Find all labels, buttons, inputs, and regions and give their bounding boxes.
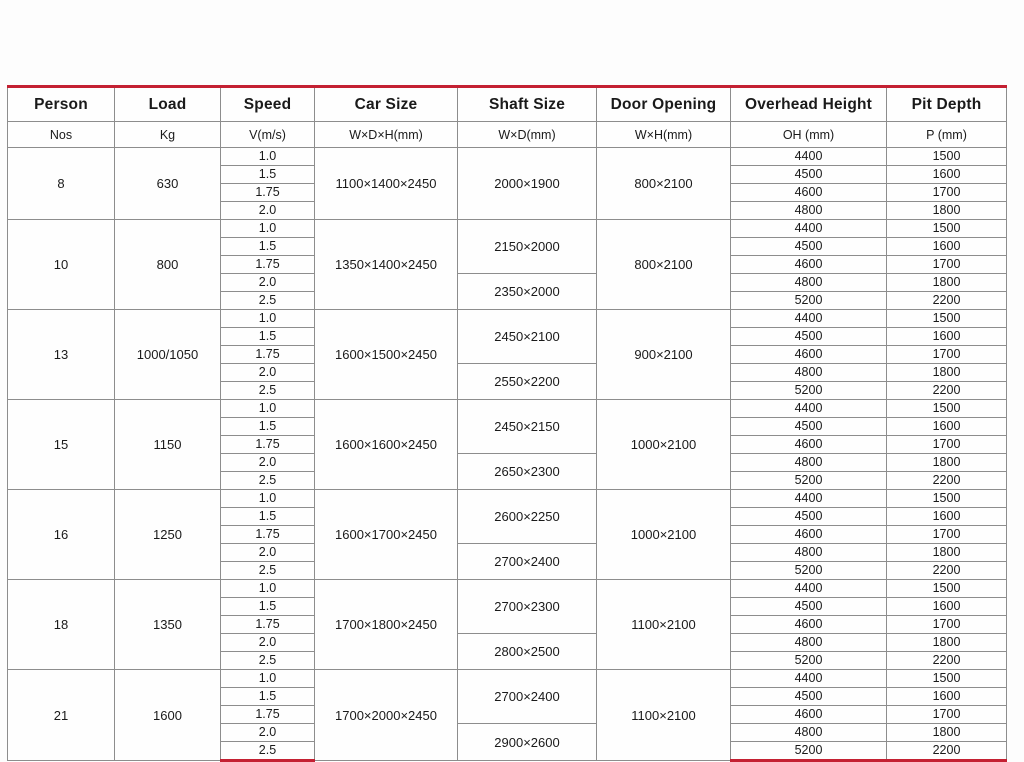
- cell-shaft-size: 2000×1900: [458, 148, 597, 220]
- cell-pit-depth: 1700: [887, 256, 1007, 274]
- cell-overhead-height: 4500: [731, 166, 887, 184]
- cell-overhead-height: 4500: [731, 508, 887, 526]
- cell-door-opening: 1000×2100: [597, 490, 731, 580]
- table-row: [8, 310, 1007, 328]
- cell-overhead-height: 4800: [731, 544, 887, 562]
- cell-speed: 1.5: [221, 598, 315, 616]
- column-unit-shaft-size: W×D(mm): [458, 122, 597, 148]
- table-row: [8, 148, 1007, 166]
- cell-car-size: 1600×1700×2450: [315, 490, 458, 580]
- cell-pit-depth: 1500: [887, 490, 1007, 508]
- cell-speed: 1.0: [221, 310, 315, 328]
- cell-pit-depth: 1600: [887, 238, 1007, 256]
- cell-speed: 1.5: [221, 238, 315, 256]
- cell-door-opening: 1100×2100: [597, 670, 731, 761]
- cell-overhead-height: 5200: [731, 742, 887, 761]
- cell-overhead-height: 4500: [731, 598, 887, 616]
- cell-load: 800: [115, 220, 221, 310]
- cell-speed: 1.5: [221, 328, 315, 346]
- cell-door-opening: 800×2100: [597, 148, 731, 220]
- cell-pit-depth: 1500: [887, 670, 1007, 688]
- cell-pit-depth: 1700: [887, 526, 1007, 544]
- cell-load: 1150: [115, 400, 221, 490]
- cell-pit-depth: 1500: [887, 220, 1007, 238]
- cell-overhead-height: 4800: [731, 202, 887, 220]
- column-header-load: Load: [115, 87, 221, 122]
- cell-speed: 1.75: [221, 616, 315, 634]
- cell-overhead-height: 4800: [731, 724, 887, 742]
- column-header-overhead-height: Overhead Height: [731, 87, 887, 122]
- cell-overhead-height: 5200: [731, 652, 887, 670]
- cell-car-size: 1600×1500×2450: [315, 310, 458, 400]
- cell-speed: 2.0: [221, 634, 315, 652]
- column-unit-overhead-height: OH (mm): [731, 122, 887, 148]
- cell-speed: 1.75: [221, 436, 315, 454]
- cell-load: 630: [115, 148, 221, 220]
- cell-pit-depth: 1700: [887, 436, 1007, 454]
- cell-person: 18: [8, 580, 115, 670]
- header-row-units: [8, 122, 1007, 148]
- table-row: [8, 670, 1007, 688]
- cell-overhead-height: 4600: [731, 706, 887, 724]
- cell-shaft-size: 2450×2150: [458, 400, 597, 454]
- table-row: [8, 220, 1007, 238]
- cell-overhead-height: 4600: [731, 526, 887, 544]
- cell-pit-depth: 1600: [887, 688, 1007, 706]
- cell-load: 1350: [115, 580, 221, 670]
- cell-overhead-height: 4400: [731, 670, 887, 688]
- cell-overhead-height: 4400: [731, 220, 887, 238]
- cell-car-size: 1600×1600×2450: [315, 400, 458, 490]
- cell-door-opening: 1100×2100: [597, 580, 731, 670]
- cell-shaft-size: 2700×2300: [458, 580, 597, 634]
- column-header-person: Person: [8, 87, 115, 122]
- cell-overhead-height: 4600: [731, 184, 887, 202]
- column-header-pit-depth: Pit Depth: [887, 87, 1007, 122]
- cell-overhead-height: 4500: [731, 328, 887, 346]
- cell-speed: 2.5: [221, 472, 315, 490]
- cell-overhead-height: 4600: [731, 436, 887, 454]
- cell-overhead-height: 5200: [731, 382, 887, 400]
- cell-load: 1000/1050: [115, 310, 221, 400]
- header-row-titles: [8, 87, 1007, 122]
- cell-overhead-height: 4500: [731, 238, 887, 256]
- cell-pit-depth: 1800: [887, 544, 1007, 562]
- cell-shaft-size: 2450×2100: [458, 310, 597, 364]
- cell-pit-depth: 1800: [887, 364, 1007, 382]
- cell-speed: 2.0: [221, 202, 315, 220]
- cell-overhead-height: 4400: [731, 148, 887, 166]
- cell-pit-depth: 1800: [887, 454, 1007, 472]
- cell-overhead-height: 4400: [731, 490, 887, 508]
- cell-speed: 1.0: [221, 490, 315, 508]
- cell-person: 10: [8, 220, 115, 310]
- cell-car-size: 1100×1400×2450: [315, 148, 458, 220]
- cell-speed: 1.0: [221, 670, 315, 688]
- cell-overhead-height: 4600: [731, 346, 887, 364]
- cell-speed: 1.75: [221, 706, 315, 724]
- cell-pit-depth: 1600: [887, 328, 1007, 346]
- cell-pit-depth: 2200: [887, 562, 1007, 580]
- cell-pit-depth: 1700: [887, 706, 1007, 724]
- cell-speed: 1.75: [221, 346, 315, 364]
- cell-shaft-size: 2550×2200: [458, 364, 597, 400]
- column-unit-door-opening: W×H(mm): [597, 122, 731, 148]
- cell-speed: 2.5: [221, 562, 315, 580]
- cell-pit-depth: 1500: [887, 310, 1007, 328]
- column-header-shaft-size: Shaft Size: [458, 87, 597, 122]
- cell-speed: 1.0: [221, 148, 315, 166]
- cell-speed: 1.5: [221, 508, 315, 526]
- cell-person: 16: [8, 490, 115, 580]
- cell-pit-depth: 2200: [887, 472, 1007, 490]
- cell-pit-depth: 1500: [887, 400, 1007, 418]
- cell-speed: 2.5: [221, 652, 315, 670]
- cell-car-size: 1700×2000×2450: [315, 670, 458, 761]
- cell-overhead-height: 4800: [731, 454, 887, 472]
- elevator-spec-table-container: [7, 85, 1006, 762]
- table-row: [8, 580, 1007, 598]
- cell-overhead-height: 4400: [731, 580, 887, 598]
- cell-overhead-height: 4400: [731, 310, 887, 328]
- cell-speed: 1.5: [221, 688, 315, 706]
- column-unit-pit-depth: P (mm): [887, 122, 1007, 148]
- cell-shaft-size: 2700×2400: [458, 670, 597, 724]
- cell-overhead-height: 5200: [731, 472, 887, 490]
- cell-door-opening: 1000×2100: [597, 400, 731, 490]
- cell-speed: 1.0: [221, 580, 315, 598]
- cell-speed: 1.5: [221, 166, 315, 184]
- cell-shaft-size: 2600×2250: [458, 490, 597, 544]
- table-row: [8, 490, 1007, 508]
- cell-speed: 2.5: [221, 742, 315, 761]
- cell-person: 21: [8, 670, 115, 761]
- cell-shaft-size: 2650×2300: [458, 454, 597, 490]
- cell-overhead-height: 4800: [731, 364, 887, 382]
- cell-pit-depth: 1600: [887, 598, 1007, 616]
- cell-speed: 1.75: [221, 526, 315, 544]
- column-header-door-opening: Door Opening: [597, 87, 731, 122]
- cell-pit-depth: 1700: [887, 184, 1007, 202]
- column-unit-speed: V(m/s): [221, 122, 315, 148]
- cell-car-size: 1700×1800×2450: [315, 580, 458, 670]
- cell-pit-depth: 1500: [887, 580, 1007, 598]
- cell-pit-depth: 1800: [887, 724, 1007, 742]
- cell-speed: 1.75: [221, 256, 315, 274]
- cell-speed: 2.0: [221, 724, 315, 742]
- cell-shaft-size: 2800×2500: [458, 634, 597, 670]
- cell-shaft-size: 2350×2000: [458, 274, 597, 310]
- cell-person: 8: [8, 148, 115, 220]
- cell-pit-depth: 1600: [887, 418, 1007, 436]
- cell-door-opening: 800×2100: [597, 220, 731, 310]
- table-body: [8, 148, 1007, 761]
- cell-overhead-height: 4800: [731, 274, 887, 292]
- cell-overhead-height: 4800: [731, 634, 887, 652]
- cell-car-size: 1350×1400×2450: [315, 220, 458, 310]
- cell-speed: 2.0: [221, 274, 315, 292]
- cell-speed: 1.75: [221, 184, 315, 202]
- cell-overhead-height: 4500: [731, 418, 887, 436]
- cell-pit-depth: 1800: [887, 274, 1007, 292]
- elevator-spec-table: [7, 85, 1007, 762]
- table-row: [8, 400, 1007, 418]
- cell-speed: 2.5: [221, 382, 315, 400]
- cell-door-opening: 900×2100: [597, 310, 731, 400]
- cell-person: 15: [8, 400, 115, 490]
- cell-speed: 2.5: [221, 292, 315, 310]
- cell-pit-depth: 1800: [887, 202, 1007, 220]
- cell-overhead-height: 5200: [731, 292, 887, 310]
- column-header-car-size: Car Size: [315, 87, 458, 122]
- column-unit-person: Nos: [8, 122, 115, 148]
- cell-overhead-height: 4600: [731, 256, 887, 274]
- cell-pit-depth: 1700: [887, 346, 1007, 364]
- cell-pit-depth: 1800: [887, 634, 1007, 652]
- cell-overhead-height: 5200: [731, 562, 887, 580]
- column-header-speed: Speed: [221, 87, 315, 122]
- cell-pit-depth: 2200: [887, 652, 1007, 670]
- cell-overhead-height: 4500: [731, 688, 887, 706]
- cell-speed: 2.0: [221, 364, 315, 382]
- cell-speed: 2.0: [221, 454, 315, 472]
- cell-load: 1250: [115, 490, 221, 580]
- cell-load: 1600: [115, 670, 221, 761]
- cell-pit-depth: 2200: [887, 742, 1007, 761]
- cell-overhead-height: 4600: [731, 616, 887, 634]
- cell-speed: 1.0: [221, 220, 315, 238]
- cell-pit-depth: 1600: [887, 508, 1007, 526]
- cell-shaft-size: 2700×2400: [458, 544, 597, 580]
- table-header: [8, 87, 1007, 148]
- column-unit-load: Kg: [115, 122, 221, 148]
- cell-shaft-size: 2900×2600: [458, 724, 597, 761]
- column-unit-car-size: W×D×H(mm): [315, 122, 458, 148]
- cell-speed: 2.0: [221, 544, 315, 562]
- cell-pit-depth: 2200: [887, 382, 1007, 400]
- cell-shaft-size: 2150×2000: [458, 220, 597, 274]
- cell-overhead-height: 4400: [731, 400, 887, 418]
- cell-speed: 1.5: [221, 418, 315, 436]
- cell-pit-depth: 1600: [887, 166, 1007, 184]
- cell-pit-depth: 2200: [887, 292, 1007, 310]
- cell-person: 13: [8, 310, 115, 400]
- cell-pit-depth: 1500: [887, 148, 1007, 166]
- cell-speed: 1.0: [221, 400, 315, 418]
- cell-pit-depth: 1700: [887, 616, 1007, 634]
